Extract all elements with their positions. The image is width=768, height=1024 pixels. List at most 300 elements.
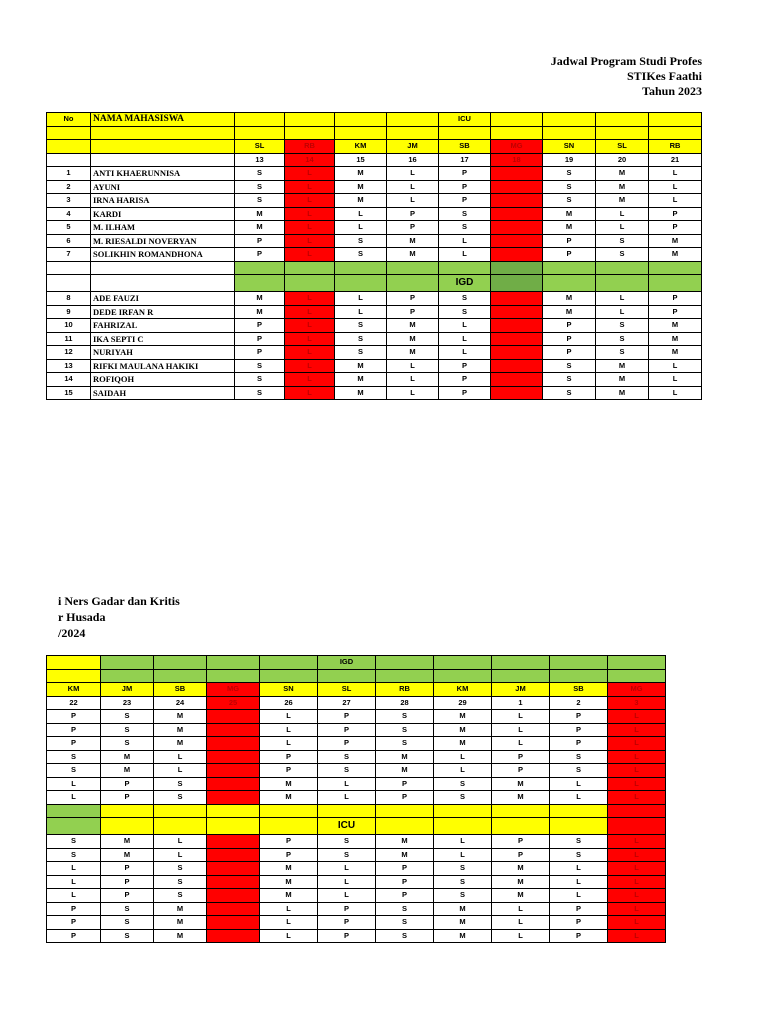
blank-cell [91, 126, 235, 140]
shift-cell: M [335, 373, 387, 387]
shift-cell: M [649, 234, 702, 248]
shift-cell: S [154, 875, 207, 889]
shift-cell: S [434, 875, 492, 889]
date-label: 24 [154, 696, 207, 710]
shift-cell: M [543, 221, 596, 235]
shift-cell: P [47, 723, 101, 737]
shift-cell: L [335, 207, 387, 221]
blank-cell [91, 153, 235, 167]
section-label-icu: ICU [318, 818, 376, 835]
day-label: SN [543, 140, 596, 154]
header-row [47, 656, 666, 670]
header-unit-cell [649, 113, 702, 127]
date-label: 20 [596, 153, 649, 167]
shift-cell: L [439, 346, 491, 360]
blank-cell [101, 804, 154, 818]
student-name: ROFIQOH [91, 373, 235, 387]
doc-title: Jadwal Program Studi Profes [550, 54, 702, 68]
date-label: 25 [207, 696, 260, 710]
shift-cell: P [47, 710, 101, 724]
shift-cell: L [387, 167, 439, 181]
shift-cell: L [596, 207, 649, 221]
shift-cell: P [376, 862, 434, 876]
date-label: 13 [235, 153, 285, 167]
header-unit-cell [491, 113, 543, 127]
blank-cell [101, 656, 154, 670]
shift-cell [207, 875, 260, 889]
shift-cell: L [387, 180, 439, 194]
blank-cell [550, 804, 608, 818]
header-row-blank [47, 126, 702, 140]
day-label: KM [335, 140, 387, 154]
blank-cell [207, 656, 260, 670]
blank-cell [47, 140, 91, 154]
shift-cell: S [318, 848, 376, 862]
student-name: IRNA HARISA [91, 194, 235, 208]
shift-cell: S [596, 332, 649, 346]
blank-cell [47, 275, 91, 292]
date-label: 1 [492, 696, 550, 710]
header-unit-cell [335, 113, 387, 127]
blank-cell [649, 275, 702, 292]
shift-cell: P [439, 194, 491, 208]
shift-cell: L [608, 777, 666, 791]
student-name: M. RIESALDI NOVERYAN [91, 234, 235, 248]
shift-cell: S [543, 373, 596, 387]
shift-cell: S [235, 167, 285, 181]
date-label: 15 [335, 153, 387, 167]
shift-cell: P [47, 902, 101, 916]
shift-cell: S [434, 889, 492, 903]
date-label: 26 [260, 696, 318, 710]
blank-cell [47, 261, 91, 275]
shift-cell: M [260, 777, 318, 791]
shift-cell [207, 862, 260, 876]
shift-cell: P [492, 764, 550, 778]
day-label: RB [649, 140, 702, 154]
shift-cell: M [543, 292, 596, 306]
student-row [47, 167, 702, 181]
date-label: 17 [439, 153, 491, 167]
shift-cell: L [285, 346, 335, 360]
student-no: 2 [47, 180, 91, 194]
shift-cell: L [260, 710, 318, 724]
student-no: 14 [47, 373, 91, 387]
shift-cell: P [47, 737, 101, 751]
blank-cell [543, 275, 596, 292]
shift-cell: P [235, 248, 285, 262]
shift-row [47, 791, 666, 805]
student-row [47, 180, 702, 194]
shift-cell: P [439, 386, 491, 400]
shift-cell: M [492, 791, 550, 805]
blank-cell [207, 804, 260, 818]
blank-cell [608, 669, 666, 683]
shift-cell: P [376, 889, 434, 903]
shift-cell [491, 180, 543, 194]
shift-cell [491, 319, 543, 333]
shift-cell: S [439, 207, 491, 221]
shift-cell: L [47, 777, 101, 791]
student-row [47, 194, 702, 208]
shift-cell: P [235, 234, 285, 248]
date-label: 16 [387, 153, 439, 167]
institution-name-continued: r Husada [58, 610, 106, 624]
shift-cell: P [376, 791, 434, 805]
shift-cell: S [318, 764, 376, 778]
date-label: 22 [47, 696, 101, 710]
shift-cell: S [154, 777, 207, 791]
shift-cell: L [492, 902, 550, 916]
blank-cell [434, 656, 492, 670]
header-unit-cell [285, 113, 335, 127]
shift-cell [207, 835, 260, 849]
blank-cell [387, 261, 439, 275]
blank-cell [491, 126, 543, 140]
shift-cell: L [285, 207, 335, 221]
day-label: JM [387, 140, 439, 154]
student-no: 7 [47, 248, 91, 262]
shift-cell: M [434, 916, 492, 930]
shift-cell: L [439, 319, 491, 333]
shift-cell: M [434, 902, 492, 916]
shift-cell: P [492, 848, 550, 862]
blank-cell [47, 818, 101, 835]
date-row [47, 153, 702, 167]
shift-cell: L [434, 764, 492, 778]
blank-cell [47, 153, 91, 167]
shift-cell: L [492, 737, 550, 751]
student-no: 6 [47, 234, 91, 248]
shift-cell: S [47, 848, 101, 862]
shift-cell: S [376, 737, 434, 751]
blank-cell [492, 818, 550, 835]
shift-cell [207, 929, 260, 943]
student-name: NURIYAH [91, 346, 235, 360]
shift-cell: M [335, 359, 387, 373]
student-row [47, 332, 702, 346]
shift-cell: S [47, 764, 101, 778]
shift-cell: M [260, 791, 318, 805]
day-label: MG [207, 683, 260, 697]
shift-row [47, 875, 666, 889]
shift-row [47, 929, 666, 943]
blank-cell [285, 261, 335, 275]
shift-cell: L [649, 386, 702, 400]
shift-cell: S [543, 359, 596, 373]
student-name: ADE FAUZI [91, 292, 235, 306]
shift-cell: L [550, 862, 608, 876]
shift-cell [207, 723, 260, 737]
blank-cell [207, 669, 260, 683]
day-row [47, 683, 666, 697]
shift-cell: L [335, 221, 387, 235]
shift-cell: L [608, 750, 666, 764]
student-no: 9 [47, 305, 91, 319]
shift-cell: L [596, 292, 649, 306]
shift-cell: P [550, 902, 608, 916]
shift-cell: S [154, 889, 207, 903]
blank-cell [101, 669, 154, 683]
shift-row [47, 737, 666, 751]
shift-cell: L [649, 373, 702, 387]
shift-cell: S [439, 221, 491, 235]
shift-cell: P [235, 346, 285, 360]
shift-cell: L [596, 221, 649, 235]
shift-cell: M [492, 862, 550, 876]
shift-cell: M [154, 710, 207, 724]
blank-cell [335, 261, 387, 275]
shift-cell: S [543, 194, 596, 208]
shift-cell: L [318, 777, 376, 791]
shift-cell: L [285, 167, 335, 181]
day-label: SB [154, 683, 207, 697]
shift-cell: L [649, 359, 702, 373]
shift-cell: S [596, 319, 649, 333]
blank-cell [154, 656, 207, 670]
shift-cell: L [550, 777, 608, 791]
shift-cell: M [649, 248, 702, 262]
blank-cell [434, 669, 492, 683]
shift-cell: M [387, 319, 439, 333]
blank-cell [91, 275, 235, 292]
shift-cell: L [260, 916, 318, 930]
blank-cell [596, 126, 649, 140]
shift-cell: P [260, 848, 318, 862]
shift-cell: P [387, 305, 439, 319]
shift-cell: P [550, 929, 608, 943]
blank-cell [335, 126, 387, 140]
shift-cell: L [260, 737, 318, 751]
blank-cell [492, 804, 550, 818]
shift-cell [207, 764, 260, 778]
shift-cell: L [47, 889, 101, 903]
blank-cell [91, 261, 235, 275]
shift-cell: L [439, 248, 491, 262]
shift-cell: S [596, 248, 649, 262]
shift-cell: L [550, 875, 608, 889]
shift-cell: M [335, 194, 387, 208]
date-label: 21 [649, 153, 702, 167]
shift-cell: M [235, 305, 285, 319]
shift-cell: P [47, 916, 101, 930]
shift-cell: M [596, 386, 649, 400]
header-name-cell: NAMA MAHASISWA [91, 113, 235, 127]
shift-cell: M [101, 750, 154, 764]
shift-cell: L [47, 862, 101, 876]
shift-cell: S [47, 835, 101, 849]
blank-cell [260, 656, 318, 670]
blank-cell [543, 126, 596, 140]
shift-cell: L [260, 723, 318, 737]
shift-cell: L [550, 889, 608, 903]
shift-cell: M [335, 386, 387, 400]
student-name: M. ILHAM [91, 221, 235, 235]
shift-cell: S [376, 723, 434, 737]
blank-cell [492, 656, 550, 670]
blank-cell [491, 261, 543, 275]
shift-cell: L [608, 848, 666, 862]
shift-cell: M [154, 737, 207, 751]
blank-cell [376, 669, 434, 683]
blank-cell [154, 804, 207, 818]
student-no: 10 [47, 319, 91, 333]
shift-cell: S [335, 332, 387, 346]
shift-cell: L [285, 332, 335, 346]
date-label: 2 [550, 696, 608, 710]
shift-row [47, 723, 666, 737]
shift-cell [491, 194, 543, 208]
shift-row [47, 902, 666, 916]
student-no: 11 [47, 332, 91, 346]
blank-cell [47, 126, 91, 140]
blank-cell [387, 275, 439, 292]
shift-cell: S [235, 359, 285, 373]
section-row [47, 275, 702, 292]
student-row [47, 221, 702, 235]
date-label: 3 [608, 696, 666, 710]
header-no-cell: No [47, 113, 91, 127]
shift-cell [491, 386, 543, 400]
shift-cell: M [154, 902, 207, 916]
shift-cell: M [596, 373, 649, 387]
shift-cell: L [608, 929, 666, 943]
blank-cell [543, 261, 596, 275]
shift-cell: L [492, 916, 550, 930]
blank-cell [260, 804, 318, 818]
student-name: FAHRIZAL [91, 319, 235, 333]
shift-cell [207, 848, 260, 862]
shift-cell: L [154, 835, 207, 849]
shift-row [47, 835, 666, 849]
student-no: 15 [47, 386, 91, 400]
shift-cell: S [154, 862, 207, 876]
shift-cell: S [335, 234, 387, 248]
shift-cell: S [101, 929, 154, 943]
blank-cell [154, 669, 207, 683]
shift-cell: L [285, 248, 335, 262]
shift-cell: L [608, 889, 666, 903]
shift-cell: P [387, 207, 439, 221]
student-name: RIFKI MAULANA HAKIKI [91, 359, 235, 373]
shift-cell: M [387, 248, 439, 262]
shift-cell: L [608, 764, 666, 778]
shift-cell: L [154, 764, 207, 778]
day-label: JM [101, 683, 154, 697]
shift-cell: P [649, 305, 702, 319]
shift-cell: L [285, 180, 335, 194]
shift-cell: S [101, 737, 154, 751]
blank-cell [260, 669, 318, 683]
shift-cell: S [550, 848, 608, 862]
blank-cell [376, 656, 434, 670]
shift-cell: S [101, 710, 154, 724]
shift-cell: L [285, 386, 335, 400]
year-label: Tahun 2023 [642, 84, 702, 98]
blank-cell [649, 261, 702, 275]
shift-cell: S [434, 862, 492, 876]
shift-cell: P [235, 319, 285, 333]
shift-cell: L [608, 875, 666, 889]
shift-cell: L [434, 835, 492, 849]
blank-cell [376, 804, 434, 818]
shift-cell: S [434, 791, 492, 805]
shift-cell: S [439, 305, 491, 319]
shift-cell: M [492, 777, 550, 791]
blank-cell [492, 669, 550, 683]
header-unit-cell [596, 113, 649, 127]
shift-cell [491, 305, 543, 319]
blank-cell [318, 669, 376, 683]
day-label: SB [439, 140, 491, 154]
blank-cell [550, 669, 608, 683]
shift-cell: P [318, 902, 376, 916]
shift-cell: M [260, 862, 318, 876]
blank-cell [91, 140, 235, 154]
day-label: RB [376, 683, 434, 697]
student-row [47, 292, 702, 306]
shift-row [47, 916, 666, 930]
shift-cell [491, 346, 543, 360]
student-row [47, 386, 702, 400]
blank-cell [596, 275, 649, 292]
shift-cell: S [376, 902, 434, 916]
day-label: MG [608, 683, 666, 697]
student-name: SOLIKHIN ROMANDHONA [91, 248, 235, 262]
shift-cell: P [492, 750, 550, 764]
blank-cell [387, 126, 439, 140]
shift-cell: S [550, 750, 608, 764]
student-row [47, 207, 702, 221]
shift-cell [491, 207, 543, 221]
shift-cell: L [285, 194, 335, 208]
shift-cell: S [596, 346, 649, 360]
student-name: ANTI KHAERUNNISA [91, 167, 235, 181]
shift-cell: L [335, 305, 387, 319]
blank-cell [47, 804, 101, 818]
student-name: SAIDAH [91, 386, 235, 400]
blank-cell [608, 656, 666, 670]
blank-cell [318, 804, 376, 818]
shift-cell [491, 167, 543, 181]
shift-cell: M [387, 332, 439, 346]
shift-cell: L [439, 332, 491, 346]
shift-cell: S [550, 835, 608, 849]
shift-cell: M [434, 710, 492, 724]
shift-cell: L [492, 929, 550, 943]
shift-cell: P [439, 359, 491, 373]
shift-cell: M [335, 167, 387, 181]
shift-cell [207, 750, 260, 764]
student-no: 12 [47, 346, 91, 360]
shift-cell: P [439, 373, 491, 387]
shift-cell: S [318, 750, 376, 764]
shift-cell: L [434, 848, 492, 862]
shift-cell: M [235, 207, 285, 221]
shift-cell: S [550, 764, 608, 778]
shift-cell: P [318, 916, 376, 930]
shift-cell: M [543, 305, 596, 319]
shift-cell: P [649, 207, 702, 221]
shift-cell: S [335, 346, 387, 360]
blank-cell [491, 275, 543, 292]
shift-cell: P [492, 835, 550, 849]
shift-cell [207, 902, 260, 916]
shift-cell: L [260, 902, 318, 916]
day-label: SL [235, 140, 285, 154]
shift-cell [491, 234, 543, 248]
shift-cell: P [550, 710, 608, 724]
